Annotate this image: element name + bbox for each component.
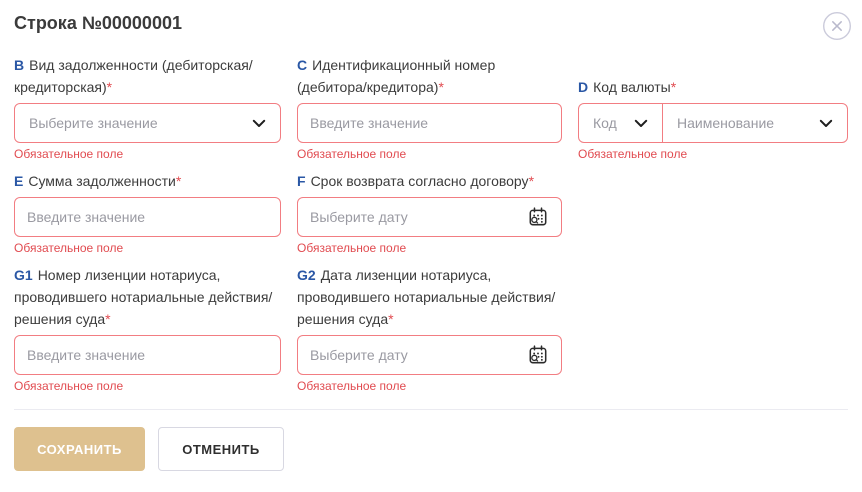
- field-label-wrap: [14, 170, 281, 192]
- field-label-wrap: [297, 54, 562, 98]
- debt-amount-input[interactable]: [15, 198, 280, 236]
- return-date-control: [297, 197, 562, 237]
- debt-amount-control: [14, 197, 281, 237]
- calendar-picker-button[interactable]: [525, 342, 551, 368]
- field-error: Обязательное поле: [297, 241, 407, 255]
- field-error: Обязательное поле: [578, 147, 688, 161]
- field-id-number: [297, 54, 562, 161]
- select-placeholder: Код: [593, 115, 617, 131]
- field-label-text: Дата лизенции нотариуса, проводившего нотариальные действия/​решения суда: [297, 267, 556, 327]
- debt-type-select[interactable]: [14, 103, 281, 143]
- currency-control: [578, 103, 848, 143]
- field-label-text: Номер лизенции нотариуса, проводившего нотариальные действия/​решения суда: [14, 267, 273, 327]
- field-error: Обязательное поле: [14, 379, 124, 393]
- return-date-input[interactable]: [298, 198, 525, 236]
- field-label: [297, 54, 562, 98]
- field-label-text: Вид задолженности (дебиторская/​кредиторская): [14, 57, 253, 95]
- id-number-control: [297, 103, 562, 143]
- field-label: [297, 170, 534, 192]
- field-label-wrap: [297, 170, 562, 192]
- save-button[interactable]: СОХРАНИТЬ: [14, 427, 145, 471]
- field-letter: G1: [14, 267, 33, 283]
- required-asterisk: *: [106, 79, 113, 95]
- field-currency-code: [578, 54, 848, 161]
- field-letter: G2: [297, 267, 316, 283]
- row-3-spacer: [578, 264, 848, 393]
- field-debt-type: [14, 54, 281, 161]
- id-number-input[interactable]: [298, 104, 561, 142]
- field-label: [14, 54, 281, 98]
- field-return-date: [297, 170, 562, 255]
- cancel-button[interactable]: ОТМЕНИТЬ: [158, 427, 284, 471]
- field-error: Обязательное поле: [14, 147, 124, 161]
- field-label-wrap: [578, 54, 848, 98]
- currency-code-select[interactable]: [579, 104, 663, 142]
- field-label-text: Код валюты: [593, 79, 671, 95]
- field-error: Обязательное поле: [14, 241, 124, 255]
- form-row-3: [14, 264, 848, 393]
- calendar-picker-button[interactable]: [525, 204, 551, 230]
- required-asterisk: *: [175, 173, 182, 189]
- field-error: Обязательное поле: [297, 147, 407, 161]
- debt-type-select-box[interactable]: [15, 104, 280, 142]
- notary-license-number-input[interactable]: [15, 336, 280, 374]
- currency-name-select[interactable]: [663, 104, 847, 142]
- field-label-text: Идентификационный номер (дебитора/​кредитора): [297, 57, 496, 95]
- row-2-spacer: [578, 170, 848, 255]
- field-label: [14, 264, 281, 330]
- field-label: [297, 264, 562, 330]
- form-row-1: [14, 54, 848, 161]
- field-label-wrap: [14, 54, 281, 98]
- field-label: [578, 76, 676, 98]
- footer-divider: [14, 409, 848, 410]
- required-asterisk: *: [438, 79, 444, 95]
- field-letter: B: [14, 57, 25, 73]
- field-label-text: Срок возврата согласно договору: [310, 173, 529, 189]
- modal-footer: [14, 427, 848, 471]
- required-asterisk: *: [105, 311, 111, 327]
- required-asterisk: *: [388, 311, 394, 327]
- field-label-text: Сумма задолженности: [28, 173, 176, 189]
- required-asterisk: *: [528, 173, 535, 189]
- field-letter: F: [297, 173, 306, 189]
- calendar-icon: [527, 344, 549, 366]
- close-button[interactable]: [822, 11, 852, 41]
- chevron-down-icon: [252, 119, 266, 128]
- chevron-down-icon: [819, 119, 833, 128]
- required-asterisk: *: [670, 79, 677, 95]
- select-placeholder: Наименование: [677, 115, 775, 131]
- field-error: Обязательное поле: [297, 379, 407, 393]
- field-debt-amount: [14, 170, 281, 255]
- field-letter: C: [297, 57, 308, 73]
- calendar-icon: [527, 206, 549, 228]
- notary-license-number-control: [14, 335, 281, 375]
- select-placeholder: Выберите значение: [29, 115, 158, 131]
- close-icon: [822, 11, 852, 41]
- notary-license-date-input[interactable]: [298, 336, 525, 374]
- field-letter: E: [14, 173, 24, 189]
- field-notary-license-date: [297, 264, 562, 393]
- notary-license-date-control: [297, 335, 562, 375]
- chevron-down-icon: [634, 119, 648, 128]
- field-letter: D: [578, 79, 589, 95]
- field-label-wrap: [297, 264, 562, 330]
- form-row-2: [14, 170, 848, 255]
- page-title: Строка №00000001: [14, 13, 182, 33]
- field-notary-license-number: [14, 264, 281, 393]
- field-label: [14, 170, 181, 192]
- field-label-wrap: [14, 264, 281, 330]
